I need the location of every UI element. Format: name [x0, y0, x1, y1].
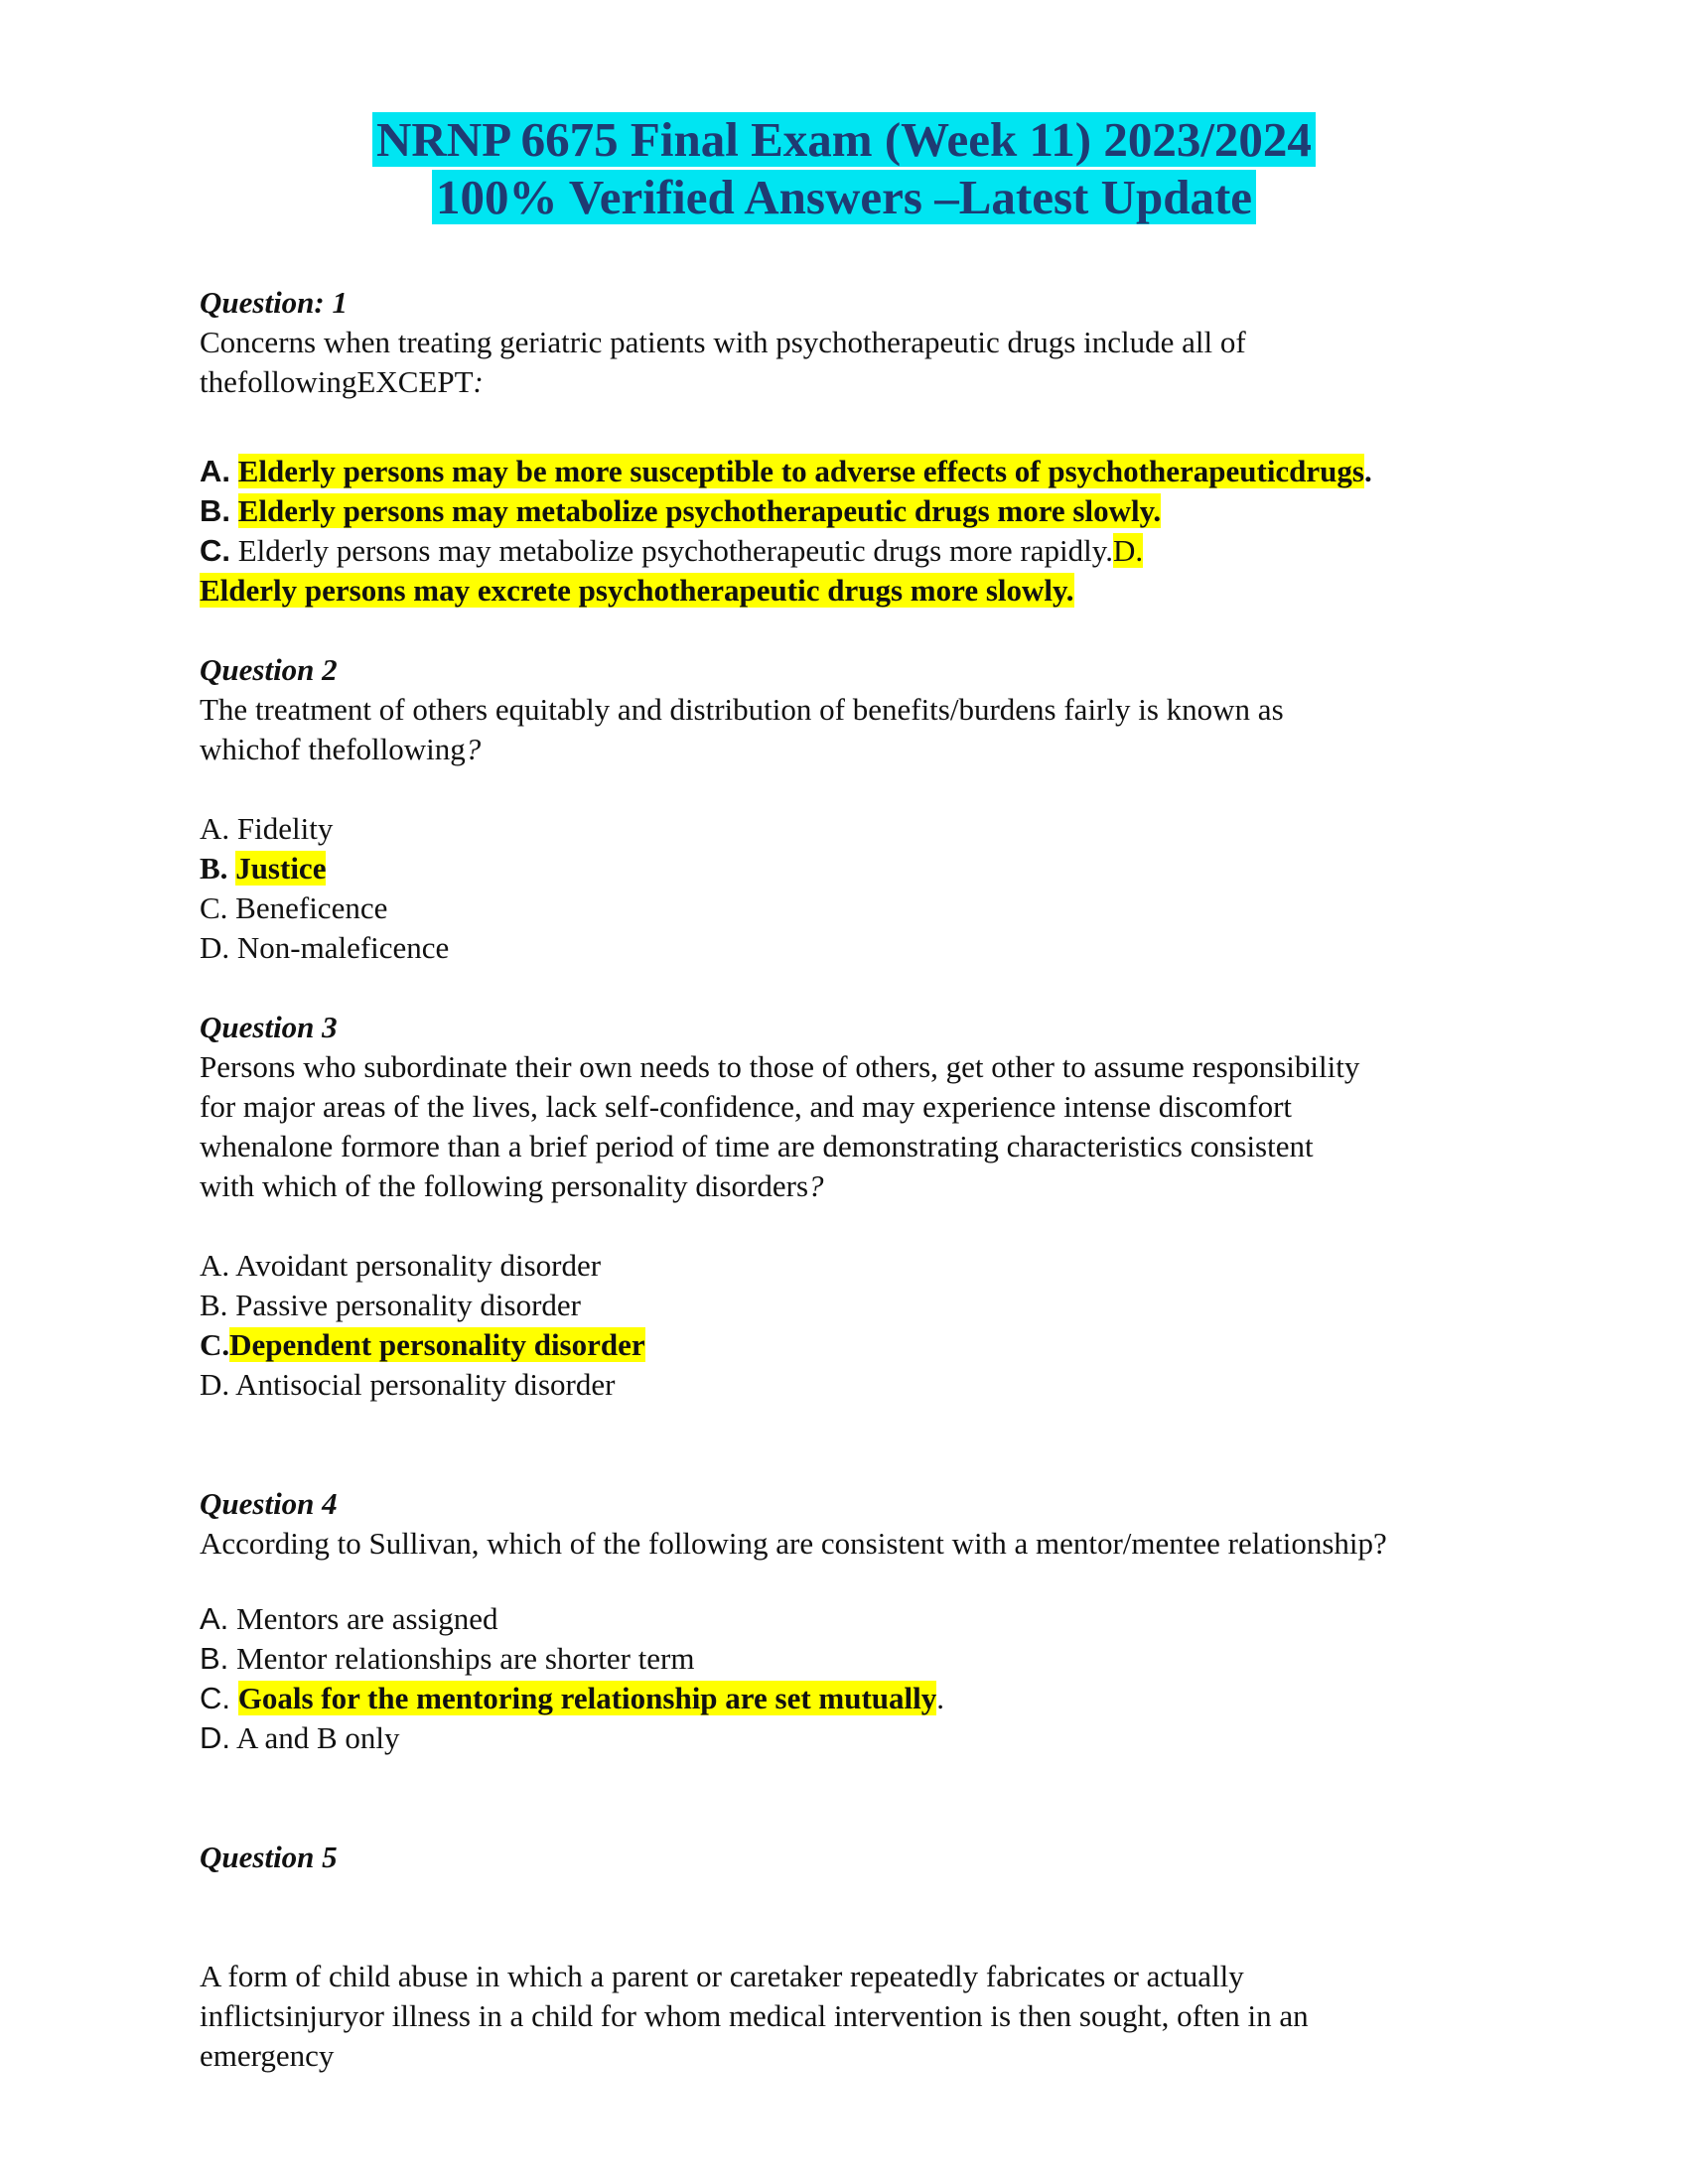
- option-letter: B.: [200, 493, 230, 528]
- title-line-2: 100% Verified Answers –Latest Update: [432, 170, 1256, 224]
- option-letter: C.: [200, 533, 230, 568]
- correct-answer-highlight: Goals for the mentoring relationship are set mutually: [237, 1681, 937, 1715]
- option-letter: C.: [200, 1327, 230, 1362]
- question-4-option-d: [200, 1718, 1530, 1758]
- question-3-heading: Question 3: [200, 1010, 338, 1044]
- document-title: [0, 111, 1688, 226]
- option-text: Elderly persons may metabolize psychotherapeutic drugs more rapidly.: [237, 533, 1113, 568]
- option-text: Mentor relationships are shorter term: [228, 1641, 695, 1676]
- question-2-option-c: C. Beneficence: [200, 890, 388, 925]
- question-2-stem: [200, 690, 1530, 769]
- question-4: [200, 1484, 1530, 1758]
- question-5: [200, 1838, 1530, 2076]
- question-3-option-d: D. Antisocial personality disorder: [200, 1367, 616, 1402]
- correct-answer-highlight: Dependent personality disorder: [229, 1327, 645, 1362]
- question-3-stem-end: ?: [808, 1168, 824, 1203]
- option-text: Mentors are assigned: [228, 1601, 498, 1636]
- correct-answer-highlight: Justice: [235, 851, 327, 886]
- question-4-option-b: [200, 1639, 1530, 1679]
- question-3-option-b: B. Passive personality disorder: [200, 1288, 582, 1322]
- question-4-heading: Question 4: [200, 1486, 338, 1521]
- option-end: .: [1364, 454, 1372, 488]
- question-2-heading: Question 2: [200, 652, 338, 687]
- correct-answer-highlight: Elderly persons may be more susceptible to adverse effects of psychotherapeuticdrugs: [237, 454, 1364, 488]
- option-letter: A.: [200, 1601, 229, 1636]
- question-3-stem: [200, 1047, 1530, 1206]
- question-1-option-c: [200, 531, 1530, 611]
- question-1-stem-end: :: [473, 364, 484, 399]
- question-5-stem-line-2: inflictsinjuryor illness in a child for whom medical intervention is then sought, often in an: [200, 1998, 1309, 2033]
- question-2-stem-line-1: The treatment of others equitably and distribution of benefits/burdens fairly is known as: [200, 692, 1284, 727]
- question-1-heading: Question: 1: [200, 285, 348, 320]
- question-5-stem-line-1: A form of child abuse in which a parent or caretaker repeatedly fabricates or actually: [200, 1959, 1244, 1993]
- questions-content: [200, 283, 1530, 2076]
- question-1-option-b: [200, 491, 1530, 531]
- question-2-stem-end: ?: [465, 732, 482, 766]
- question-2-option-d: D. Non-maleficence: [200, 930, 450, 965]
- question-4-stem: According to Sullivan, which of the following are consistent with a mentor/mentee relationship?: [200, 1526, 1387, 1561]
- question-1: [200, 283, 1530, 611]
- option-text: A and B only: [230, 1720, 400, 1755]
- option-end: .: [936, 1681, 945, 1715]
- correct-answer-highlight: Elderly persons may metabolize psychotherapeutic drugs more slowly.: [237, 493, 1162, 528]
- question-3-option-a: A. Avoidant personality disorder: [200, 1248, 602, 1283]
- option-letter: B.: [200, 851, 228, 886]
- option-letter: A.: [200, 454, 230, 488]
- option-d-letter: D.: [1112, 533, 1144, 568]
- question-1-stem: [200, 323, 1530, 402]
- correct-answer-highlight: Elderly persons may excrete psychotherapeutic drugs more slowly.: [200, 573, 1074, 608]
- question-3-stem-line-3: whenalone formore than a brief period of time are demonstrating characteristics consistent: [200, 1129, 1314, 1163]
- title-line-1: NRNP 6675 Final Exam (Week 11) 2023/2024: [372, 112, 1316, 167]
- question-3: [200, 1008, 1530, 1405]
- question-5-stem-line-3: emergency: [200, 2038, 335, 2073]
- question-5-stem: [200, 1957, 1530, 2076]
- question-2-option-b: [200, 849, 1530, 888]
- question-3-option-c: [200, 1325, 1530, 1365]
- question-3-stem-line-4: with which of the following personality disorders: [200, 1168, 809, 1203]
- option-letter: D.: [200, 1720, 230, 1755]
- question-1-stem-line-1: Concerns when treating geriatric patients with psychotherapeutic drugs include all of: [200, 325, 1246, 359]
- question-5-heading: Question 5: [200, 1840, 338, 1874]
- option-letter: B.: [200, 1641, 229, 1676]
- question-4-option-a: [200, 1599, 1530, 1639]
- question-3-stem-line-1: Persons who subordinate their own needs to those of others, get other to assume responsibility: [200, 1049, 1360, 1084]
- question-3-stem-line-2: for major areas of the lives, lack self-confidence, and may experience intense discomfort: [200, 1089, 1293, 1124]
- question-2: [200, 650, 1530, 968]
- question-2-stem-line-2: whichof thefollowing: [200, 732, 466, 766]
- question-1-stem-line-2: thefollowingEXCEPT: [200, 364, 474, 399]
- option-letter: C.: [200, 1681, 230, 1715]
- question-1-option-a: [200, 452, 1530, 491]
- question-2-option-a: A. Fidelity: [200, 811, 334, 846]
- question-4-option-c: [200, 1679, 1530, 1718]
